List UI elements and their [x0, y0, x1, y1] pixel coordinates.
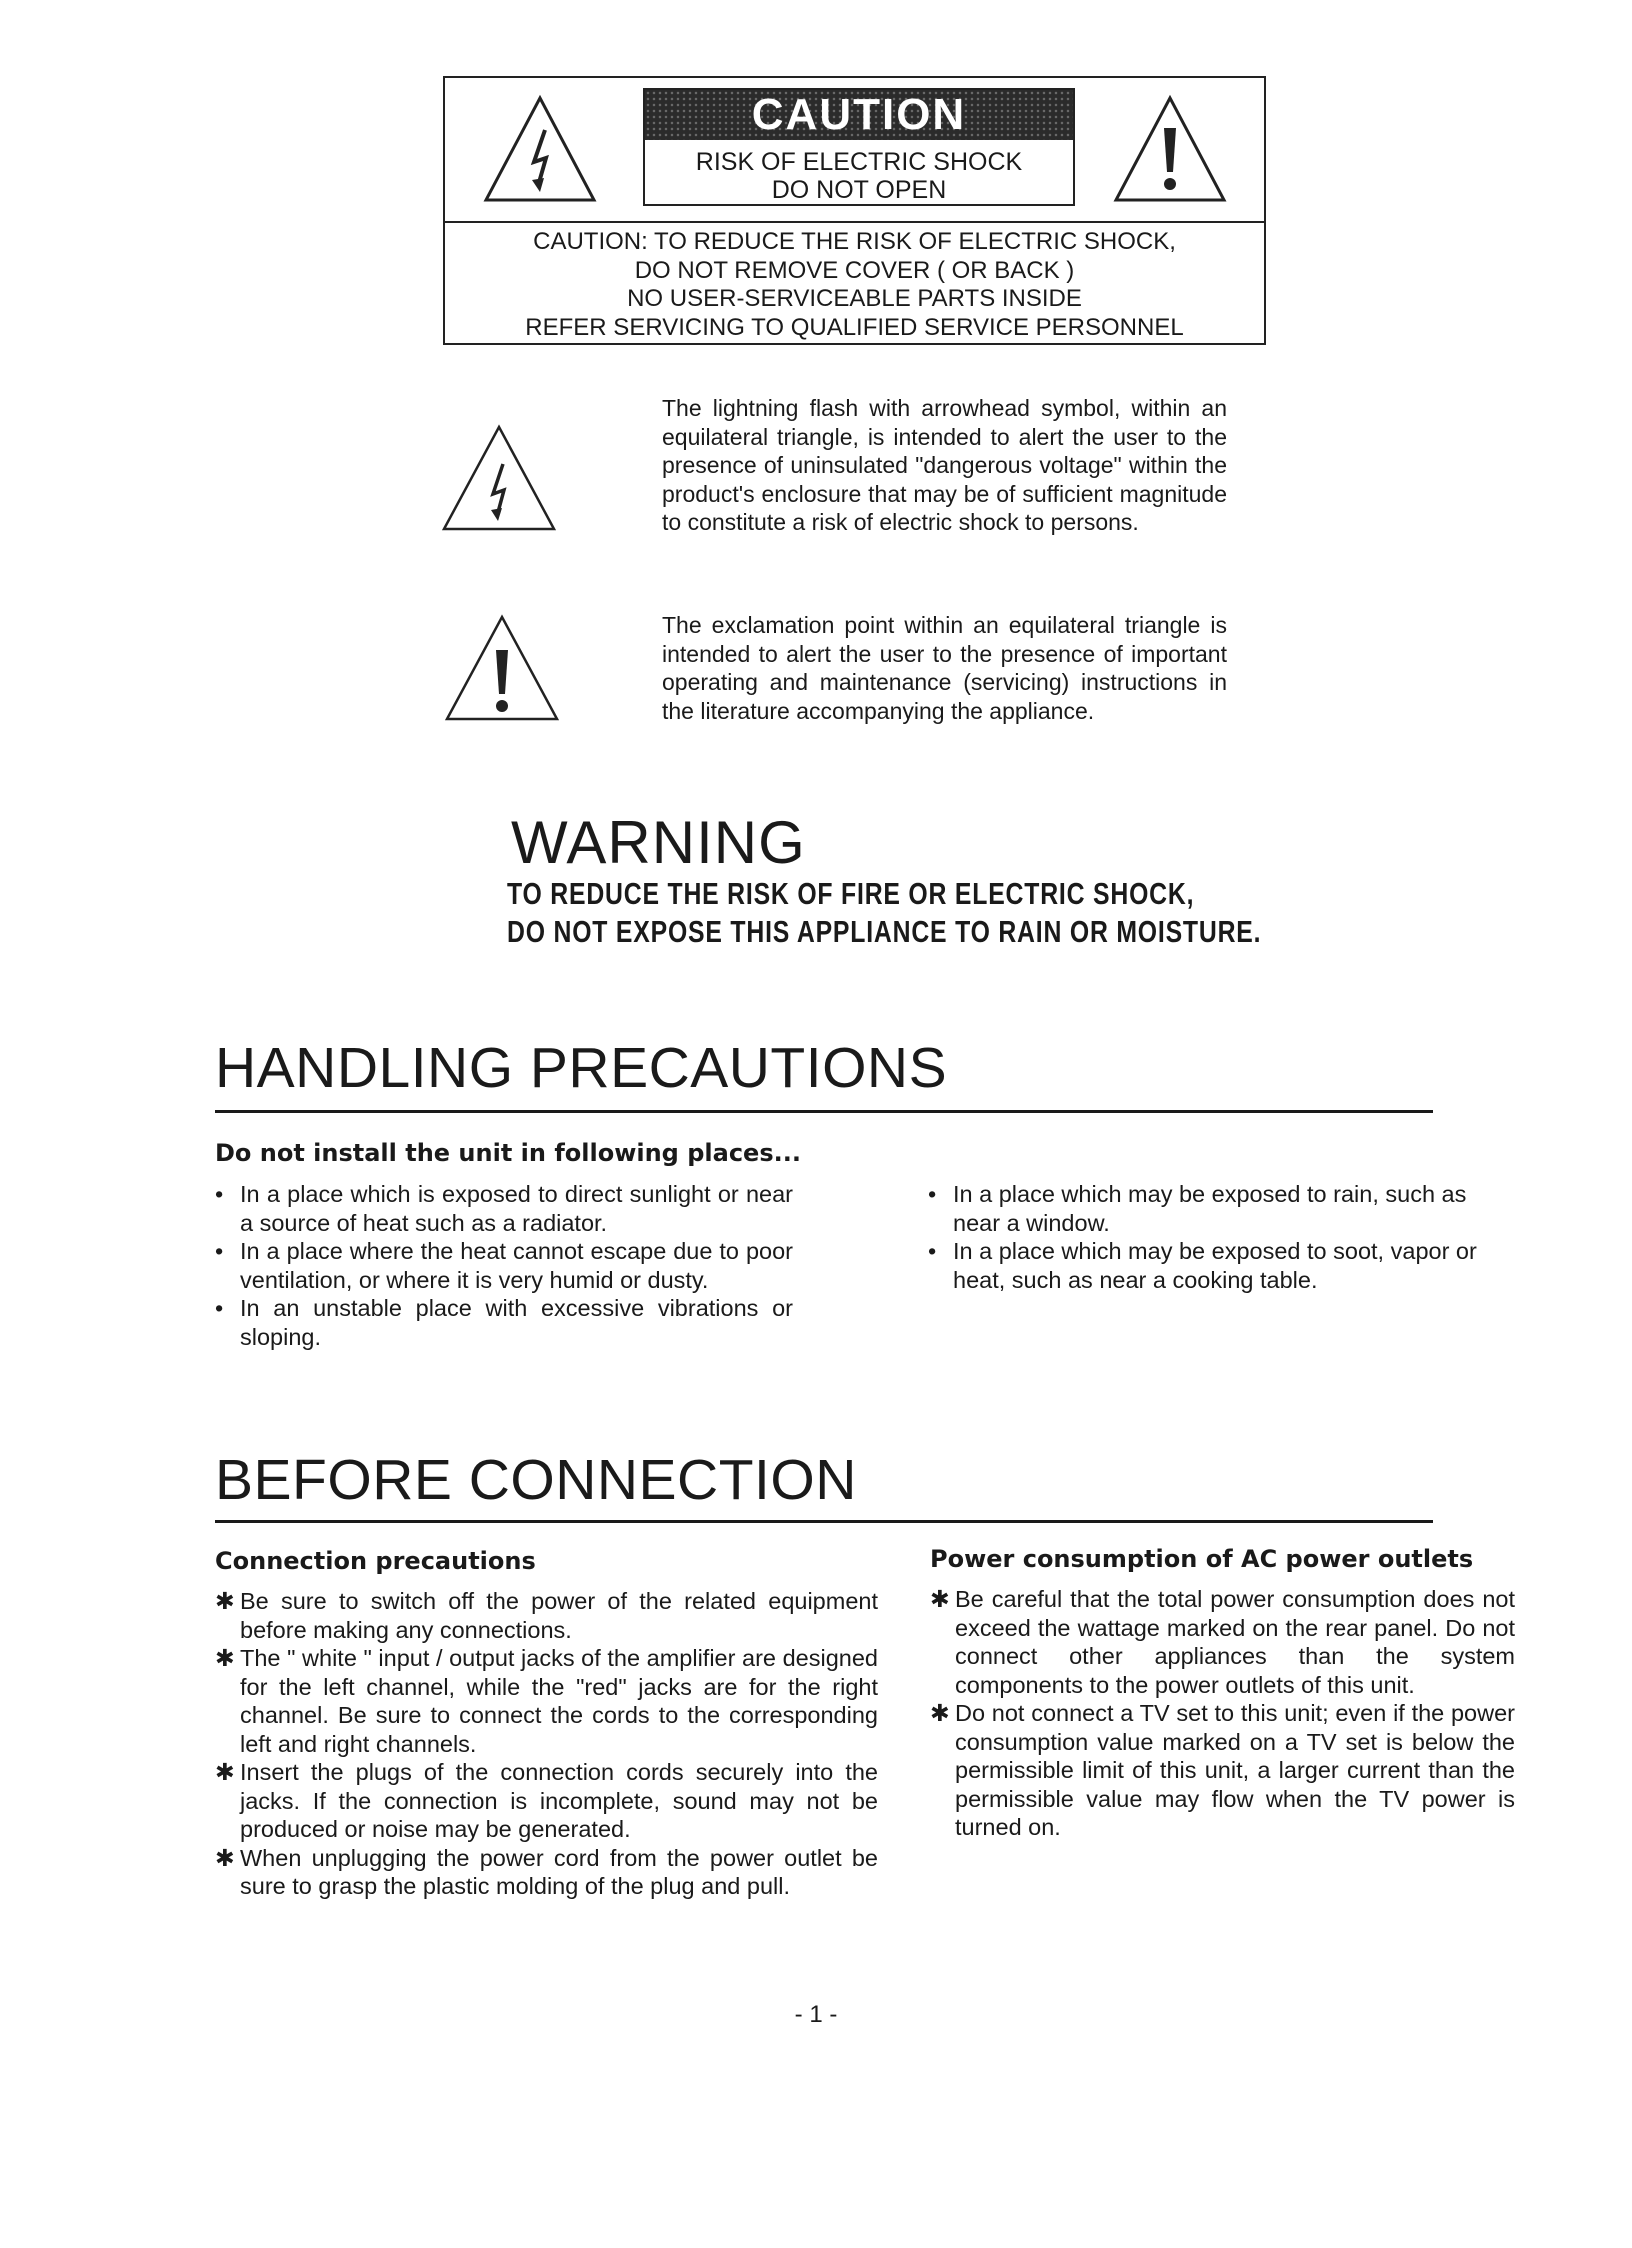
star-bullet-icon: ✱	[215, 1844, 235, 1871]
caution-line: REFER SERVICING TO QUALIFIED SERVICE PERSONNEL	[525, 313, 1184, 341]
caution-instructions	[445, 228, 1264, 342]
list-item: ✱ Be careful that the total power consumption does not exceed the wattage marked on the rear panel. Do not connect other appliances than the system components to the power outlets of this unit.	[930, 1586, 1515, 1698]
caution-line: DO NOT REMOVE COVER ( OR BACK )	[634, 256, 1075, 284]
list-item: • In a place which is exposed to direct sunlight or near a source of heat such as a radiator.	[215, 1181, 793, 1236]
lightning-triangle-icon	[441, 424, 557, 532]
caution-banner: CAUTION	[645, 90, 1073, 140]
exclamation-triangle-icon	[1112, 94, 1228, 204]
list-item: ✱ Do not connect a TV set to this unit; even if the power consumption value marked on a TV set is below the permissible limit of this unit, a larger current than the permissible value may flow when the TV power is turned on.	[930, 1700, 1515, 1840]
star-bullet-icon: ✱	[215, 1645, 235, 1671]
page-number: - 1 -	[794, 2001, 838, 2028]
lightning-triangle-icon	[482, 94, 598, 204]
handling-subheading: Do not install the unit in following places...	[215, 1139, 801, 1167]
star-bullet-icon: ✱	[930, 1586, 950, 1612]
bullet-mark: •	[928, 1181, 937, 1207]
list-item: • In a place where the heat cannot escape due to poor ventilation, or where it is very humid or dusty.	[215, 1238, 793, 1293]
bullet-mark: •	[215, 1238, 224, 1264]
caution-line: CAUTION: TO REDUCE THE RISK OF ELECTRIC SHOCK,	[533, 228, 1176, 255]
connection-precautions-heading: Connection precautions	[215, 1547, 536, 1575]
power-consumption-list	[928, 1585, 1515, 1842]
list-item: • In a place which may be exposed to soot, vapor or heat, such as near a cooking table.	[928, 1238, 1477, 1293]
caution-label	[643, 88, 1075, 206]
list-item: • In an unstable place with excessive vibrations or sloping.	[215, 1295, 793, 1350]
bullet-mark: •	[215, 1181, 224, 1207]
star-bullet-icon: ✱	[930, 1700, 950, 1726]
warning-line-2: DO NOT EXPOSE THIS APPLIANCE TO RAIN OR MOISTURE.	[507, 914, 1262, 949]
section-divider	[215, 1520, 1433, 1523]
caution-do-not-open: DO NOT OPEN	[771, 176, 947, 204]
list-item: ✱ When unplugging the power cord from the power outlet be sure to grasp the plastic molding of the plug and pull.	[215, 1844, 878, 1899]
before-connection-title: BEFORE CONNECTION	[215, 1448, 857, 1512]
connection-precautions-list	[213, 1587, 878, 1901]
warning-title: WARNING	[511, 809, 806, 876]
caution-line: NO USER-SERVICEABLE PARTS INSIDE	[627, 285, 1082, 312]
caution-box	[443, 76, 1266, 345]
lightning-symbol-description: The lightning flash with arrowhead symbol, within an equilateral triangle, is intended to alert the user to the presence of uninsulated "dangerous voltage" within the product's enclosure that may be of sufficient magnitude to constitute a risk of electric shock to persons.	[662, 395, 1227, 535]
caution-risk-text: RISK OF ELECTRIC SHOCK	[695, 148, 1023, 176]
star-bullet-icon: ✱	[215, 1588, 235, 1614]
bullet-mark: •	[928, 1238, 937, 1264]
section-divider	[215, 1110, 1433, 1113]
handling-list-right	[926, 1180, 1506, 1294]
caution-header	[445, 78, 1264, 223]
list-item: • In a place which may be exposed to rain, such as near a window.	[928, 1181, 1467, 1236]
star-bullet-icon: ✱	[215, 1759, 235, 1785]
power-consumption-heading: Power consumption of AC power outlets	[930, 1545, 1474, 1573]
list-item: ✱ The " white " input / output jacks of the amplifier are designed for the left channel, while the "red" jacks are for the right channel. Be sure to connect the cords to the corresponding left and right channels.	[215, 1645, 878, 1757]
bullet-mark: •	[215, 1295, 224, 1321]
list-item: ✱ Be sure to switch off the power of the related equipment before making any connections.	[215, 1588, 878, 1643]
handling-precautions-title: HANDLING PRECAUTIONS	[215, 1036, 948, 1100]
handling-list-left	[213, 1180, 793, 1351]
exclamation-symbol-description: The exclamation point within an equilateral triangle is intended to alert the user to the presence of important operating and maintenance (servicing) instructions in the literature accompanying the appliance.	[662, 612, 1227, 724]
warning-line-1: TO REDUCE THE RISK OF FIRE OR ELECTRIC SHOCK,	[507, 876, 1195, 911]
list-item: ✱ Insert the plugs of the connection cords securely into the jacks. If the connection is incomplete, sound may not be produced or noise may be generated.	[215, 1759, 878, 1842]
exclamation-triangle-icon	[444, 614, 560, 722]
